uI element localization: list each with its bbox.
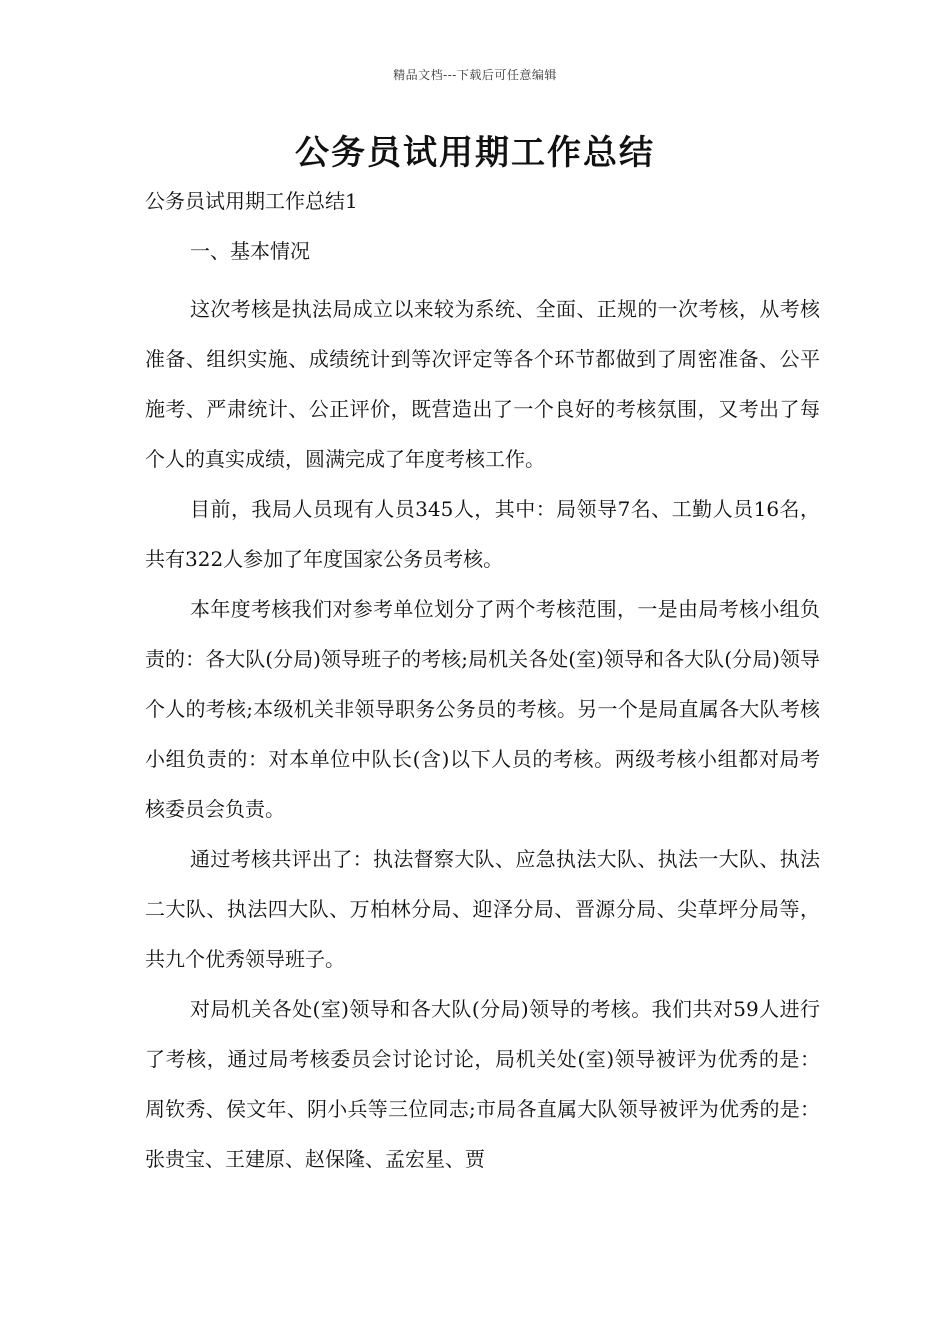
document-subtitle: 公务员试用期工作总结1 [145, 189, 358, 213]
paragraph-1: 这次考核是执法局成立以来较为系统、全面、正规的一次考核，从考核准备、组织实施、成绩统计到等次评定等各个环节都做到了周密准备、公平施考、严肃统计、公正评价，既营造出了一个良好的考核氛围，又考出了每个人的真实成绩，圆满完成了年度考核工作。 [145, 297, 820, 471]
paragraph-4: 通过考核共评出了：执法督察大队、应急执法大队、执法一大队、执法二大队、执法四大队、万柏林分局、迎泽分局、晋源分局、尖草坪分局等，共九个优秀领导班子。 [145, 847, 820, 971]
header-note: 精品文档---下载后可任意编辑 [393, 68, 557, 82]
paragraph-2: 目前，我局人员现有人员345人，其中：局领导7名、工勤人员16名，共有322人参加了年度国家公务员考核。 [145, 497, 820, 571]
document-title: 公务员试用期工作总结 [295, 133, 655, 173]
paragraph-3: 本年度考核我们对参考单位划分了两个考核范围，一是由局考核小组负责的：各大队(分局)领导班子的考核;局机关各处(室)领导和各大队(分局)领导个人的考核;本级机关非领导职务公务员的考核。另一个是局直属各大队考核小组负责的：对本单位中队长(含)以下人员的考核。两级考核小组都对局考核委员会负责。 [145, 597, 820, 821]
paragraph-5: 对局机关各处(室)领导和各大队(分局)领导的考核。我们共对59人进行了考核，通过局考核委员会讨论讨论，局机关处(室)领导被评为优秀的是：周钦秀、侯文年、阴小兵等三位同志;市局各直属大队领导被评为优秀的是：张贵宝、王建原、赵保隆、孟宏星、贾 [145, 997, 820, 1171]
body-text [145, 284, 820, 1184]
section-heading: 一、基本情况 [190, 239, 310, 263]
